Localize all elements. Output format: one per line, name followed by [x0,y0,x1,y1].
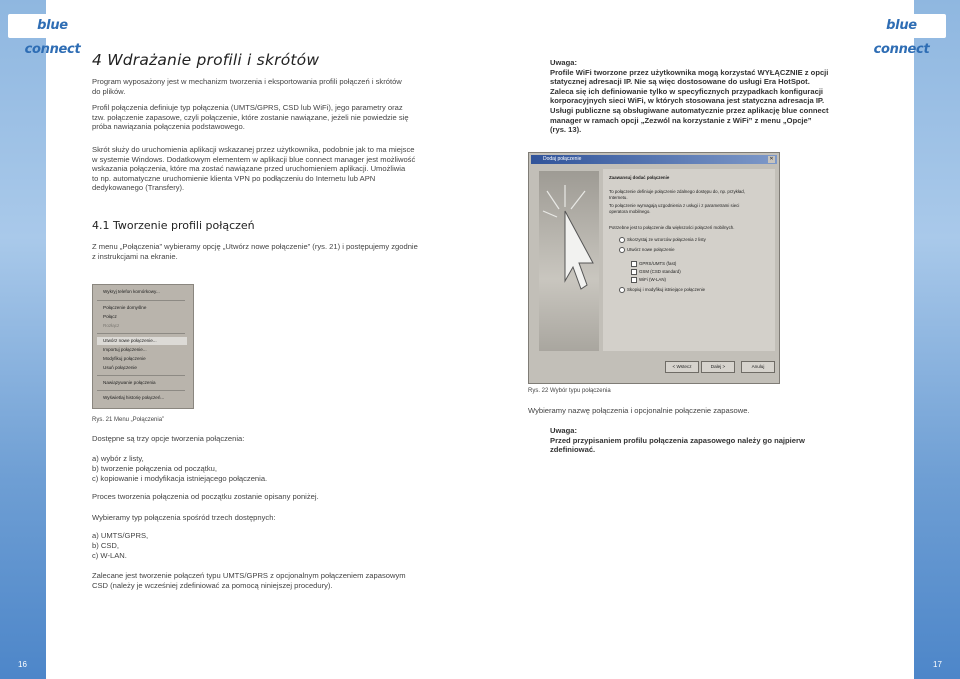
next-button[interactable]: Dalej > [701,361,735,373]
wizard-heading: Zaawansuj dodać połączenie [609,175,670,180]
figure-22-caption: Rys. 22 Wybór typu połączenia [528,388,611,394]
close-icon[interactable]: ✕ [769,156,774,162]
radio-icon [631,261,637,267]
shortcut-paragraph: Skrót służy do uruchomienia aplikacji wskazanej przez użytkownika, podobnie jak to ma miejsce w systemie Windows. Dodatkowym elementem w aplikacji blue connect manager jest możliwość wskazania połączenia, które ma zostać nawiązane przed uruchomieniem aplikacji. Umożliwia to np. automatyczne uruchomienie klienta VPN po podłączeniu do Internetu lub APN dedykowanego (Transfery). [92,145,416,193]
wizard-desc: To połączenie wymagają uzgodnienia z usługi i z parametrami sieci [609,203,740,208]
process-paragraph: Proces tworzenia połączenia od początku zostanie opisany poniżej. [92,492,319,501]
left-sidebar [0,0,46,679]
menu-item-detect-phone[interactable]: Wykryj telefon komórkowy... [103,289,160,294]
brand-logo-right: blue connect [857,14,946,38]
menu-item-default-connection[interactable]: Połączenie domyślne [103,305,147,310]
page-number-right: 17 [933,660,942,669]
radio-icon [631,277,637,283]
wizard-desc: operatora mobilnego. [609,209,651,214]
wizard-desc: To połączenie definiuje połączenie zdalnego dostępu do, np. przykład, [609,189,745,194]
type-gprs-umts[interactable]: GPRS/UMTS (fast) [631,261,676,267]
brand-logo-left: blue connect [8,14,97,38]
menu-item-disconnect[interactable]: Rozłącz [103,323,120,328]
connection-types-list [92,531,148,560]
option-copy-modify[interactable]: Skopiuj i modyfikuj istniejące połączenie [619,287,705,293]
list-item: b) CSD, [92,540,120,550]
list-item: c) kopiowanie i modyfikacja istniejącego połączenia. [92,473,268,483]
wizard-title: Dodaj połączenie [543,156,582,162]
radio-icon [631,269,637,275]
wizard-artwork [539,171,599,351]
menu-item-import-connection[interactable]: Importuj połączenie... [103,347,147,352]
cursor-arrow-icon [565,211,593,289]
wifi-note: Uwaga: Profile WiFi tworzone przez użytkownika mogą korzystać WYŁĄCZNIE z opcji statycznej adresacji IP. Nie są więc dostosowane do usługi Era HotSpot. Zaleca się ich definiowanie tylko w specyficznych przypadkach konfiguracji korporacyjnych sieci WiFi, w których stosowana jest statyczna adresacja IP. Usługi publiczne są obsługiwane automatycznie przez aplikację blue connect manager w ramach opcji „Zezwól na korzystanie z WiFi” z menu „Opcje” (rys. 13). [550,58,829,135]
radio-icon [619,287,625,293]
figure-21-caption: Rys. 21 Menu „Połączenia” [92,417,165,423]
options-intro: Dostępne są trzy opcje tworzenia połączenia: [92,434,245,443]
backup-note: Uwaga: Przed przypisaniem profilu połączenia zapasowego należy go najpierw zdefiniować. [550,426,805,455]
menu-separator [97,390,185,391]
list-item: c) W-LAN. [92,550,127,560]
radio-icon [619,247,625,253]
wizard-prompt: Potrzebne jest to połączenie dla większości połączeń mobilnych. [609,225,735,230]
list-item: a) wybór z listy, [92,454,144,463]
menu-separator [97,300,185,301]
recommendation-paragraph: Zalecane jest tworzenie połączeń typu UMTS/GPRS z opcjonalnym połączeniem zapasowym CSD (należy je wcześniej zdefiniować za pomocą niniejszej procedury). [92,571,406,590]
intro-paragraph: Program wyposażony jest w mechanizm tworzenia i eksportowania profili połączeń i skrótów do plików. [92,77,402,96]
option-from-list[interactable]: Skorzystaj ze wzorców połączenia z listy [619,237,706,243]
wizard-content-panel [603,169,775,351]
section-heading: 4.1 Tworzenie profili połączeń [92,219,255,232]
menu-item-delete-connection[interactable]: Usuń połączenie [103,365,137,370]
cancel-button[interactable]: Anuluj [741,361,775,373]
page-number-left: 16 [18,660,27,669]
chapter-heading: 4 Wdrażanie profili i skrótów [92,51,320,69]
wizard-desc: Internetu. [609,195,628,200]
type-intro: Wybieramy typ połączenia spośród trzech dostępnych: [92,513,276,522]
back-button[interactable]: < Wstecz [665,361,699,373]
add-connection-wizard-screenshot [528,152,780,384]
menu-separator [97,375,185,376]
profile-paragraph: Profil połączenia definiuje typ połączenia (UMTS/GPRS, CSD lub WiFi), jego parametry oraz tzw. połączenie zapasowe, czyli połączenie, które zostanie nawiązane, jeżeli nie powiedzie się próba nawiązania połączenia podstawowego. [92,103,409,132]
name-paragraph: Wybieramy nazwę połączenia i opcjonalnie połączenie zapasowe. [528,406,750,415]
option-new-connection[interactable]: Utwórz nowe połączenie [619,247,675,253]
menu-item-connect[interactable]: Połącz [103,314,117,319]
creation-options-list [92,454,267,483]
menu-item-history[interactable]: Wyświetlaj historię połączeń... [103,395,165,400]
menu-item-new-connection[interactable]: Utwórz nowe połączenie... [103,338,157,343]
create-paragraph: Z menu „Połączenia” wybieramy opcję „Utwórz nowe połączenie” (rys. 21) i postępujemy zgodnie z instrukcjami na ekranie. [92,242,418,261]
menu-item-modify-connection[interactable]: Modyfikuj połączenie [103,356,146,361]
radio-icon [619,237,625,243]
right-sidebar [914,0,960,679]
connections-menu-screenshot [92,284,194,409]
list-item: b) tworzenie połączenia od początku, [92,463,217,473]
type-wifi[interactable]: WiFi (W-LAN) [631,277,666,283]
menu-item-establishing-connection[interactable]: Nawiązywanie połączenia [103,380,156,385]
wizard-titlebar [531,155,777,164]
type-gsm-csd[interactable]: GSM (CSD standard) [631,269,681,275]
list-item: a) UMTS/GPRS, [92,531,149,540]
menu-separator [97,333,185,334]
